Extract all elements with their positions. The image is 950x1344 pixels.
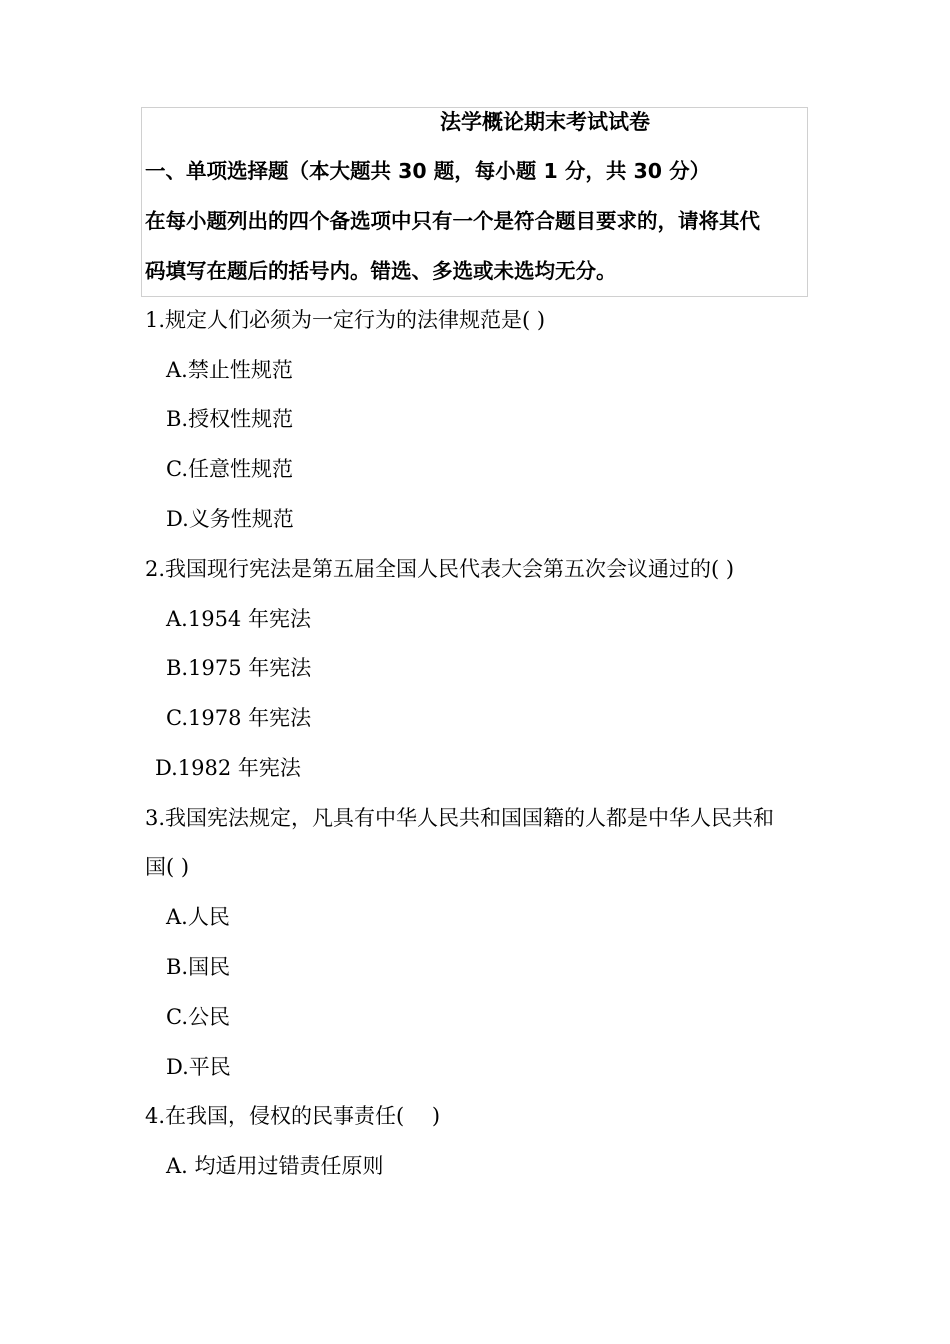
instructions-line-2: 码填写在题后的括号内。错选、多选或未选均无分。 xyxy=(145,259,617,283)
question-3-option-d: D.平民 xyxy=(166,1055,231,1079)
question-3-option-c: C.公民 xyxy=(166,1005,230,1029)
question-2-option-a: A.1954 年宪法 xyxy=(166,607,311,631)
question-3-option-a: A.人民 xyxy=(166,905,230,929)
question-2-option-c: C.1978 年宪法 xyxy=(166,706,312,730)
question-4-option-a: A. 均适用过错责任原则 xyxy=(166,1154,384,1178)
instructions-line-1: 在每小题列出的四个备选项中只有一个是符合题目要求的，请将其代 xyxy=(145,209,760,233)
document-title: 法学概论期末考试试卷 xyxy=(440,110,650,134)
question-1-option-a: A.禁止性规范 xyxy=(166,358,293,382)
question-3-stem-line-1: 3.我国宪法规定，凡具有中华人民共和国国籍的人都是中华人民共和 xyxy=(145,806,775,830)
question-2-option-d: D.1982 年宪法 xyxy=(155,756,301,780)
question-3-option-b: B.国民 xyxy=(166,955,231,979)
question-3-stem-line-2: 国( ) xyxy=(145,855,190,879)
question-1-stem: 1.规定人们必须为一定行为的法律规范是( ) xyxy=(145,308,546,332)
question-1-option-c: C.任意性规范 xyxy=(166,457,293,481)
question-2-stem: 2.我国现行宪法是第五届全国人民代表大会第五次会议通过的( ) xyxy=(145,557,735,581)
section-heading: 一、单项选择题（本大题共 30 题，每小题 1 分，共 30 分） xyxy=(145,159,711,183)
question-1-option-b: B.授权性规范 xyxy=(166,407,294,431)
question-1-option-d: D.义务性规范 xyxy=(166,507,294,531)
question-4-stem: 4.在我国，侵权的民事责任( ) xyxy=(145,1104,441,1128)
question-2-option-b: B.1975 年宪法 xyxy=(166,656,312,680)
